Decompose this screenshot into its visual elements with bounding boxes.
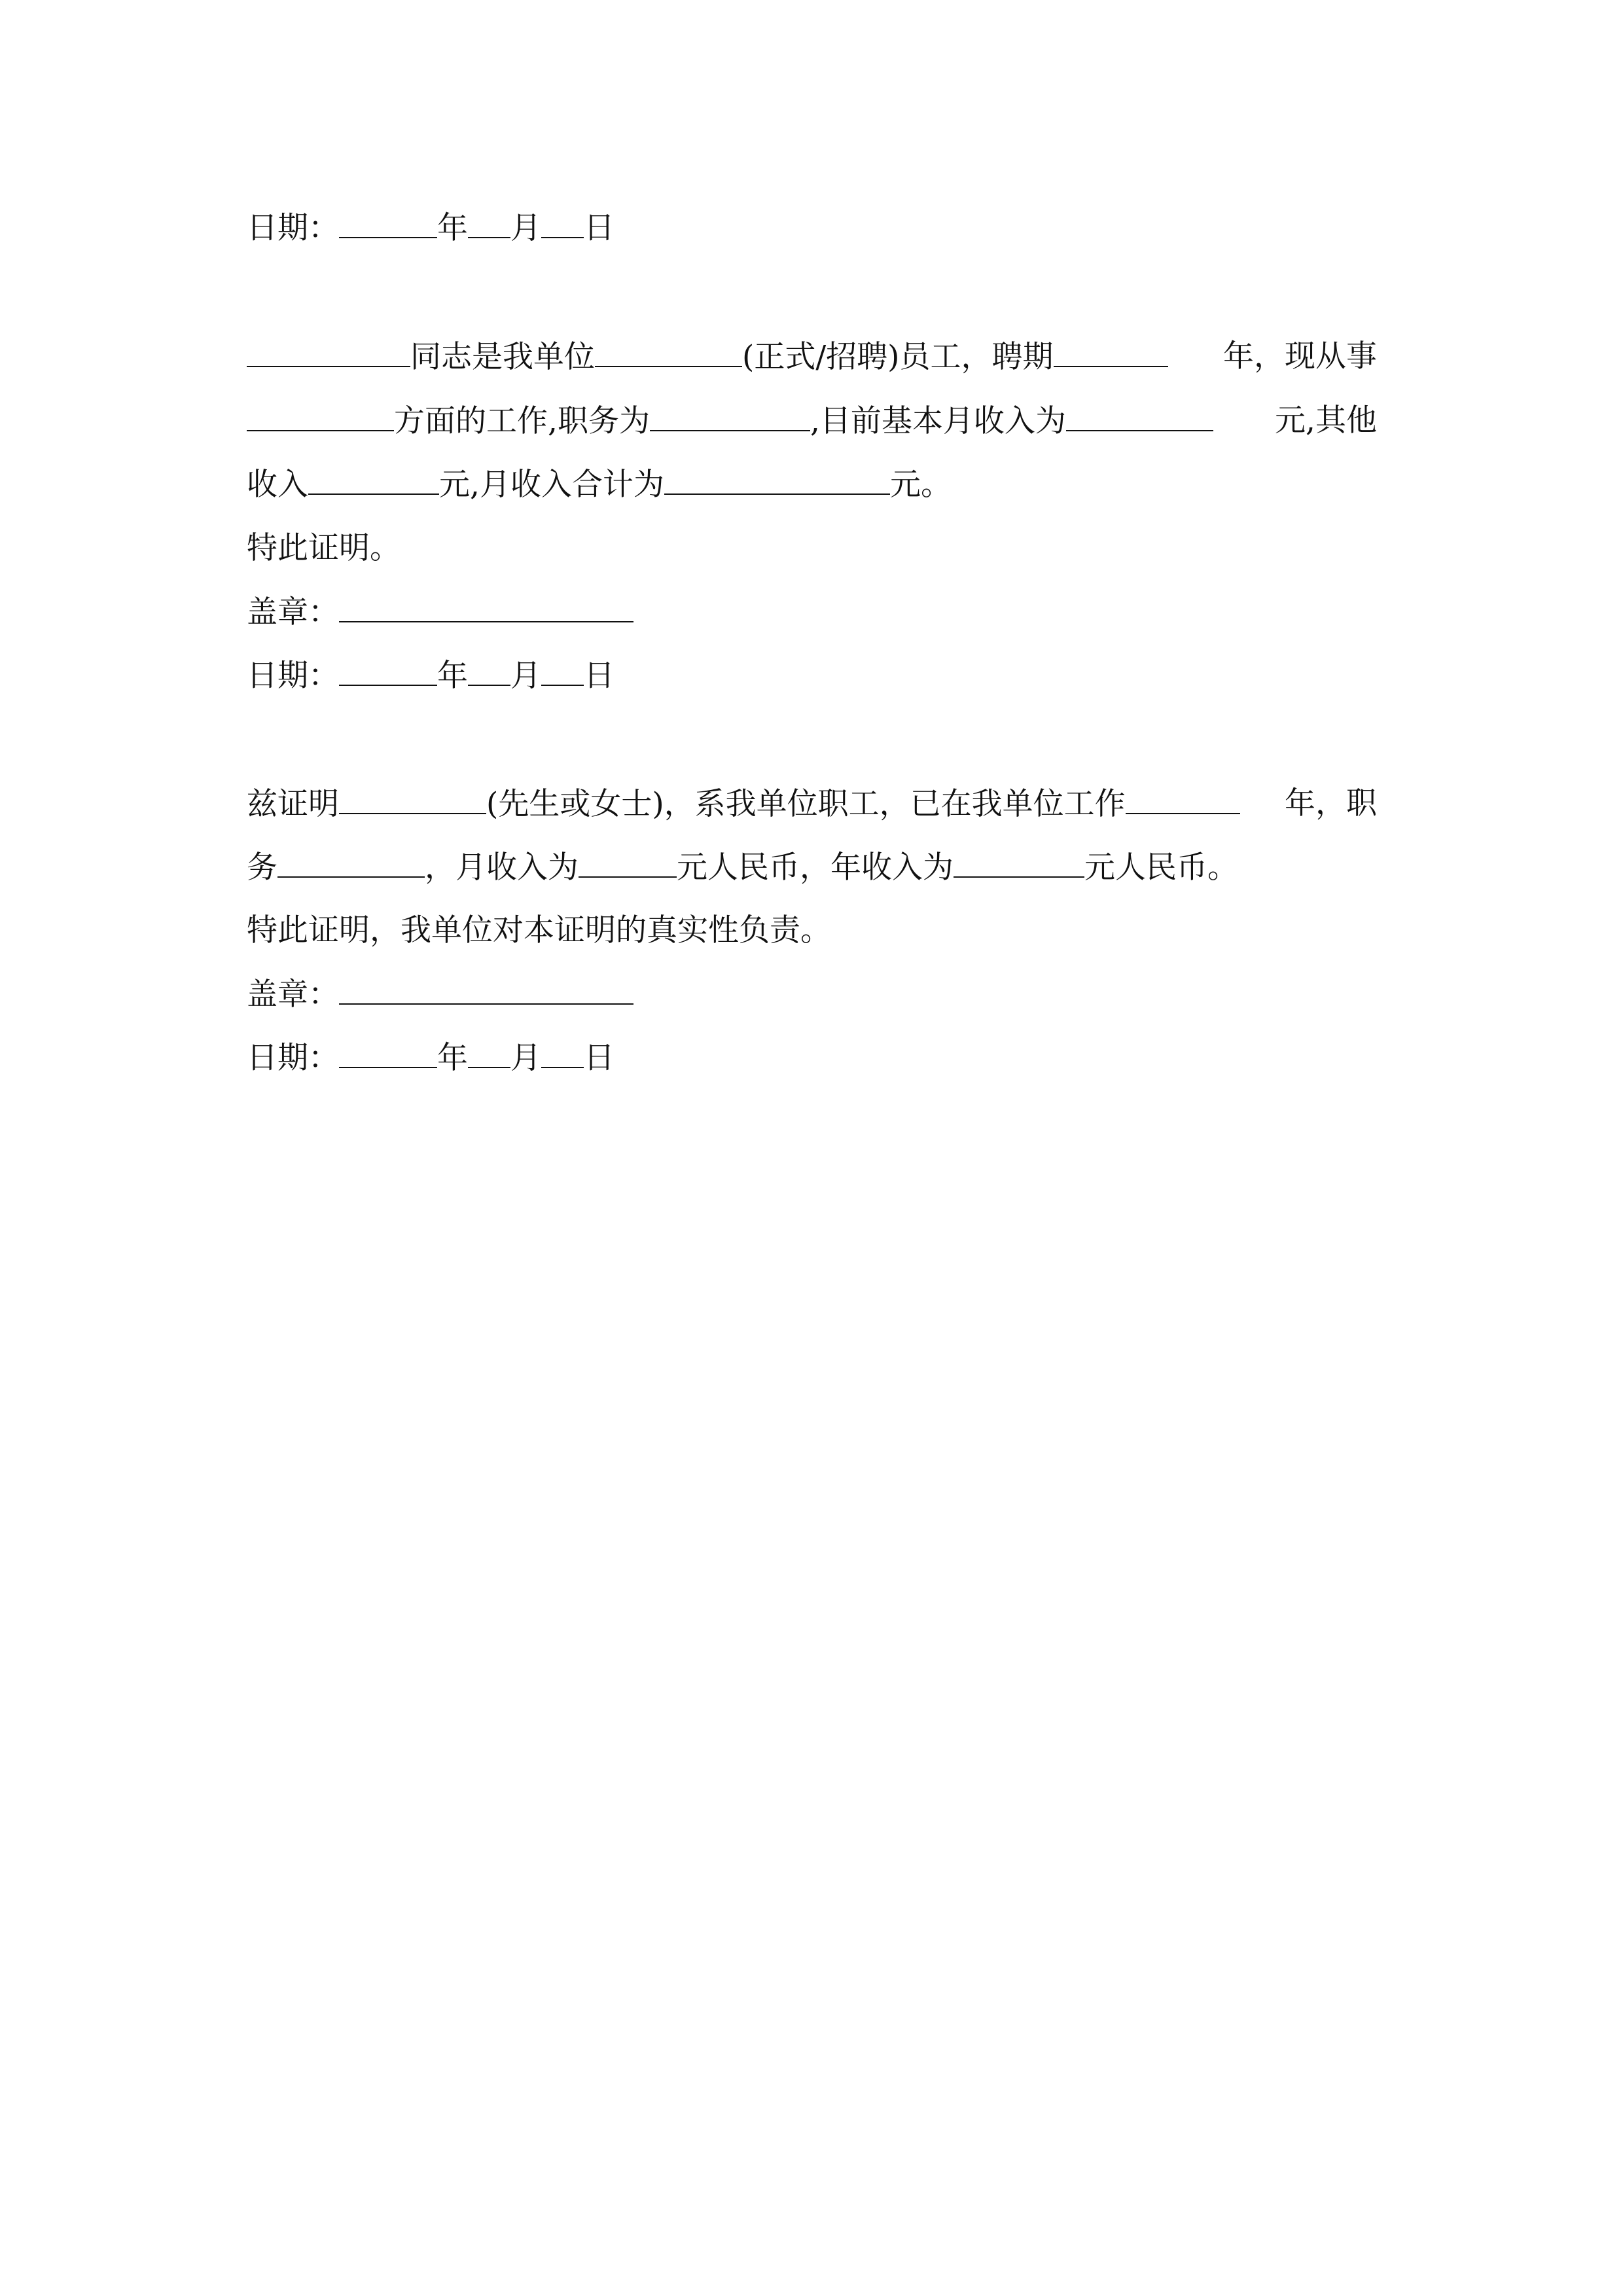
seal-line-2	[247, 592, 633, 632]
date-line-3	[247, 1038, 615, 1078]
seal-label: 盖章：	[247, 594, 339, 630]
text: 元,其他	[1275, 403, 1377, 439]
year-label: 年	[437, 1040, 468, 1076]
text: 收入	[247, 467, 308, 503]
month-label: 月	[510, 658, 541, 694]
day-label: 日	[584, 210, 615, 246]
text: 元人民币。	[1084, 850, 1238, 886]
other-income-blank[interactable]	[308, 465, 439, 495]
cert2-line-3	[247, 465, 952, 505]
cert2-line-1	[247, 337, 1377, 377]
cert3-line-2	[247, 848, 1238, 888]
closing-2: 特此证明。	[247, 530, 401, 566]
position-blank[interactable]	[277, 848, 425, 878]
year-blank[interactable]	[339, 656, 437, 686]
year-blank[interactable]	[339, 1038, 437, 1068]
text: 年，现从事	[1223, 338, 1377, 374]
text: ,目前基本月收入为	[810, 403, 1066, 439]
year-label: 年	[437, 658, 468, 694]
unit-blank[interactable]	[595, 337, 742, 367]
text: (正式/招聘)员工，聘期	[742, 339, 1054, 375]
text: 务	[247, 850, 277, 886]
month-blank[interactable]	[468, 656, 510, 686]
date-line-2	[247, 656, 615, 696]
years-blank[interactable]	[1126, 784, 1240, 814]
text: 元,月收入合计为	[439, 467, 664, 503]
day-blank[interactable]	[541, 208, 584, 238]
seal-blank[interactable]	[339, 592, 633, 622]
day-label: 日	[584, 658, 615, 694]
date-label: 日期：	[247, 1040, 339, 1076]
date-label: 日期：	[247, 210, 339, 246]
text: (先生或女士)，系我单位职工，已在我单位工作	[486, 786, 1126, 822]
text: 元。	[889, 467, 952, 503]
total-income-blank[interactable]	[664, 465, 890, 495]
day-label: 日	[584, 1040, 615, 1076]
text: 方面的工作,职务为	[394, 403, 650, 439]
year-blank[interactable]	[339, 208, 437, 238]
date-line-1	[247, 208, 615, 248]
name-blank[interactable]	[339, 784, 486, 814]
seal-blank[interactable]	[339, 975, 633, 1005]
base-income-blank[interactable]	[1066, 401, 1213, 431]
field-blank[interactable]	[247, 401, 394, 431]
month-blank[interactable]	[468, 1038, 510, 1068]
month-blank[interactable]	[468, 208, 510, 238]
text: 年，职	[1285, 785, 1377, 821]
cert3-line-1	[247, 784, 1377, 824]
position-blank[interactable]	[650, 401, 810, 431]
closing-3: 特此证明，我单位对本证明的真实性负责。	[247, 912, 831, 948]
text: 元人民币，年收入为	[677, 850, 954, 886]
seal-label: 盖章：	[247, 977, 339, 1013]
text: 同志是我单位	[410, 339, 595, 375]
term-blank[interactable]	[1054, 337, 1168, 367]
day-blank[interactable]	[541, 1038, 584, 1068]
annual-income-blank[interactable]	[954, 848, 1084, 878]
text: ，月收入为	[425, 850, 579, 886]
date-label: 日期：	[247, 658, 339, 694]
month-label: 月	[510, 210, 541, 246]
monthly-income-blank[interactable]	[579, 848, 677, 878]
day-blank[interactable]	[541, 656, 584, 686]
seal-line-3	[247, 975, 633, 1014]
year-label: 年	[437, 210, 468, 246]
cert2-line-2	[247, 401, 1377, 441]
month-label: 月	[510, 1040, 541, 1076]
name-blank[interactable]	[247, 337, 410, 367]
text: 兹证明	[247, 786, 339, 822]
